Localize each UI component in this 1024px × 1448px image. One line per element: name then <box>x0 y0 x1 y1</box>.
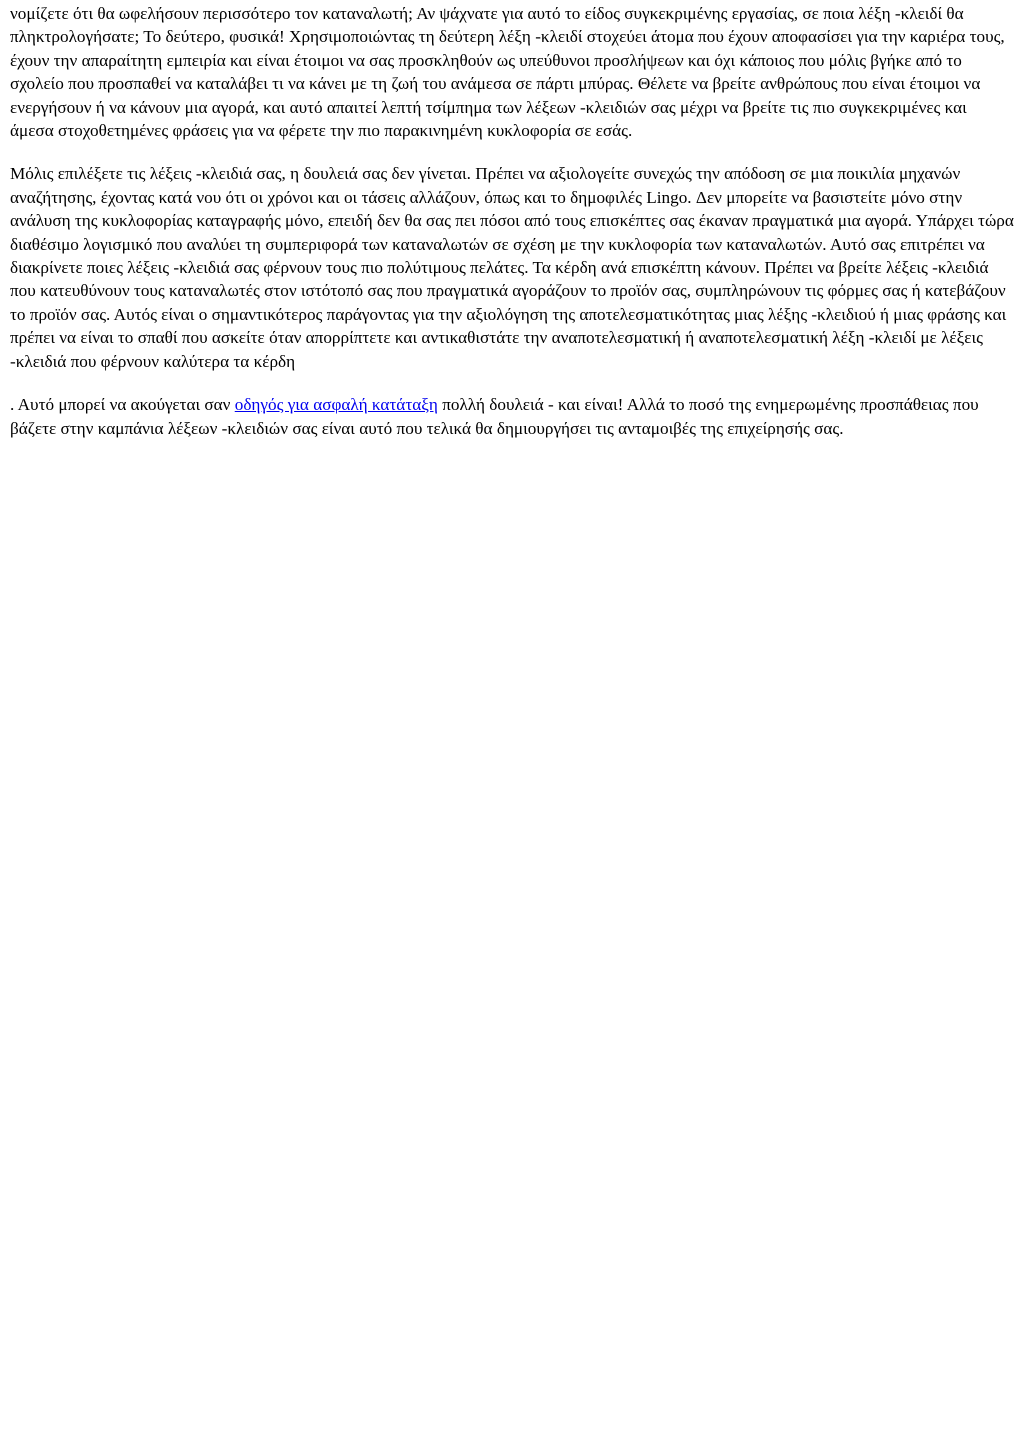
document-body <box>10 2 1014 440</box>
paragraph-keyword-targeting: νομίζετε ότι θα ωφελήσουν περισσότερο τον καταναλωτή; Αν ψάχνατε για αυτό το είδος συγκεκριμένης εργασίας, σε ποια λέξη -κλειδί θα πληκτρολογήσατε; Το δεύτερο, φυσικά! Χρησιμοποιώντας τη δεύτερη λέξη -κλειδί στοχεύει άτομα που έχουν αποφασίσει για την καριέρα τους, έχουν την απαραίτητη εμπειρία και είναι έτοιμοι να σας προσκληθούν ως υπεύθυνοι προσλήψεων και όχι κάποιος που μόλις βγήκε από το σχολείο που προσπαθεί να καταλάβει τι να κάνει με τη ζωή του ανάμεσα σε πάρτι μπύρας. Θέλετε να βρείτε ανθρώπους που είναι έτοιμοι να ενεργήσουν ή να κάνουν μια αγορά, και αυτό απαιτεί λεπτή τσίμπημα των λέξεων -κλειδιών σας μέχρι να βρείτε τις πιο συγκεκριμένες και άμεσα στοχοθετημένες φράσεις για να φέρετε την πιο παρακινημένη κυκλοφορία σε εσάς. <box>10 4 1005 141</box>
paragraph-conclusion-trailing-text: πολλή δουλειά - και είναι! Αλλά το ποσό της ενημερωμένης προσπάθειας που βάζετε στην καμπάνια λέξεων -κλειδιών σας είναι αυτό που τελικά θα δημιουργήσει τις ανταμοιβές της επιχείρησής σας. <box>10 395 979 438</box>
paragraph-conclusion <box>10 393 1014 440</box>
paragraph-conclusion-lead-text: . Αυτό μπορεί να ακούγεται σαν <box>10 395 235 415</box>
safe-ranking-guide-link[interactable]: οδηγός για ασφαλή κατάταξη <box>234 395 438 415</box>
paragraph-keyword-evaluation: Μόλις επιλέξετε τις λέξεις -κλειδιά σας, η δουλειά σας δεν γίνεται. Πρέπει να αξιολογείτε συνεχώς την απόδοση σε μια ποικιλία μηχανών αναζήτησης, έχοντας κατά νου ότι οι χρόνοι και οι τάσεις αλλάζουν, όπως και το δημοφιλές Lingo. Δεν μπορείτε να βασιστείτε μόνο στην ανάλυση της κυκλοφορίας καταγραφής μόνο, επειδή δεν θα σας πει πόσοι από τους επισκέπτες σας έκαναν πραγματικά μια αγορά. Υπάρχει τώρα διαθέσιμο λογισμικό που αναλύει τη συμπεριφορά των καταναλωτών σε σχέση με την κυκλοφορία των καταναλωτών. Αυτό σας επιτρέπει να διακρίνετε ποιες λέξεις -κλειδιά σας φέρνουν τους πιο πολύτιμους πελάτες. Τα κέρδη ανά επισκέπτη κάνουν. Πρέπει να βρείτε λέξεις -κλειδιά που κατευθύνουν τους καταναλωτές στον ιστότοπό σας που πραγματικά αγοράζουν το προϊόν σας, συμπληρώνουν τις φόρμες σας ή κατεβάζουν το προϊόν σας. Αυτός είναι ο σημαντικότερος παράγοντας για την αξιολόγηση της αποτελεσματικότητας μιας λέξης -κλειδιού ή μιας φράσης και πρέπει να είναι το σπαθί που ασκείτε όταν απορρίπτετε και αντικαθιστάτε την αναποτελεσματική ή αναποτελεσματική λέξη -κλειδί με λέξεις -κλειδιά που φέρνουν καλύτερα τα κέρδη <box>10 164 1014 371</box>
